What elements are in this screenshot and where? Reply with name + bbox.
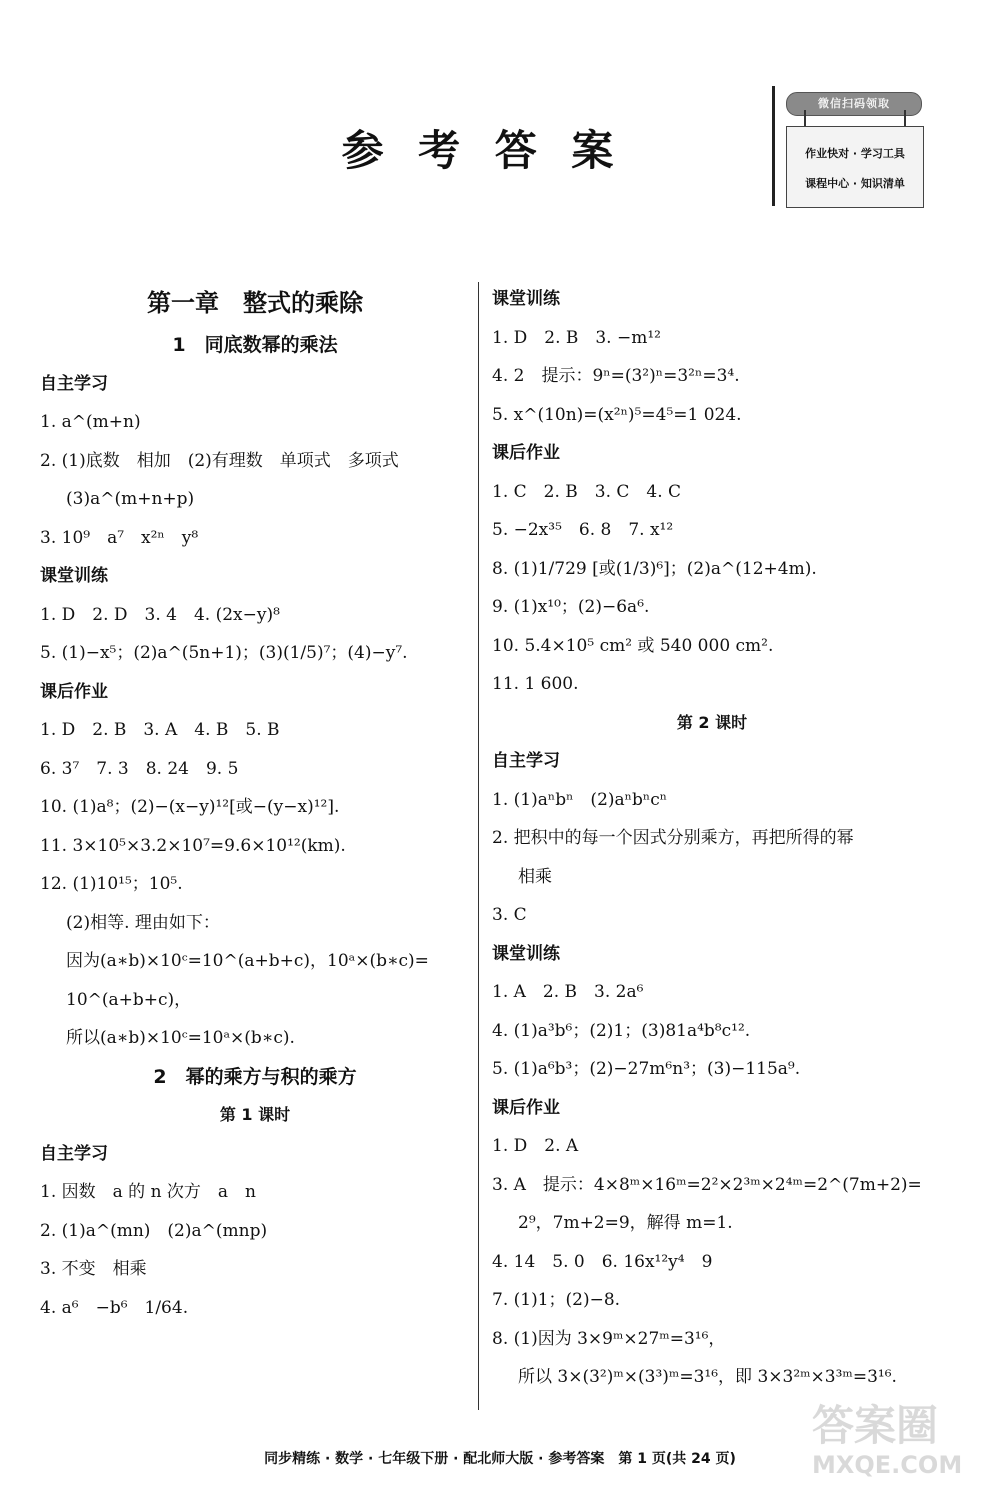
answer-line: 因为(a∗b)×10ᶜ=10^(a+b+c)，10ᵃ×(b∗c)= xyxy=(66,951,429,971)
page-title: 参 考 答 案 xyxy=(341,126,624,175)
answer-line: 所以 3×(3²)ᵐ×(3³)ᵐ=3¹⁶，即 3×3²ᵐ×3³ᵐ=3¹⁶. xyxy=(518,1367,897,1387)
answer-line: 11. 1 600. xyxy=(492,674,579,694)
answer-line: 12. (1)10¹⁵；10⁵. xyxy=(40,874,183,894)
section-heading: 课后作业 xyxy=(40,681,108,702)
answer-line: 11. 3×10⁵×3.2×10⁷=9.6×10¹²(km). xyxy=(40,835,346,856)
section-heading: 课堂训练 xyxy=(40,566,108,586)
watermark-logo: 答案圈 MXQE.COM xyxy=(812,1401,963,1479)
section-heading: 自主学习 xyxy=(40,1143,108,1164)
page-footer: 同步精练 · 数学 · 七年级下册 · 配北师大版 · 参考答案 第 1 页(共 24 页) xyxy=(264,1451,736,1467)
answer-line: 1. (1)aⁿbⁿ (2)aⁿbⁿcⁿ xyxy=(492,789,668,810)
section-heading: 课堂训练 xyxy=(492,943,560,964)
answer-line: 3. 不变 相乘 xyxy=(40,1259,147,1279)
lesson-title: 2 幂的乘方与积的乘方 xyxy=(153,1065,357,1088)
answer-line: 2. (1)a^(mn) (2)a^(mnp) xyxy=(40,1220,268,1241)
right-column xyxy=(492,280,932,1397)
answer-line: 2. (1)底数 相加 (2)有理数 单项式 多项式 xyxy=(40,450,399,471)
answer-line: 2⁹，7m+2=9，解得 m=1. xyxy=(518,1213,733,1233)
answer-line: 5. (1)−x⁵；(2)a^(5n+1)；(3)(1/5)⁷；(4)−y⁷. xyxy=(40,643,408,663)
answer-line: 1. D 2. D 3. 4 4. (2x−y)⁸ xyxy=(40,604,280,625)
answer-line: 10^(a+b+c)， xyxy=(66,989,192,1010)
section-heading: 自主学习 xyxy=(492,751,560,771)
qr-card-divider xyxy=(772,86,775,206)
period-title: 第 1 课时 xyxy=(219,1105,291,1124)
answer-line: 9. (1)x¹⁰；(2)−6a⁶. xyxy=(492,597,650,617)
answer-line: 1. D 2. B 3. A 4. B 5. B xyxy=(40,720,280,740)
answer-line: 10. (1)a⁸；(2)−(x−y)¹²[或−(y−x)¹²]. xyxy=(40,797,340,817)
answer-line: 1. D 2. A xyxy=(492,1136,579,1156)
lesson-title: 1 同底数幂的乘法 xyxy=(172,334,338,356)
answer-line: 4. a⁶ −b⁶ 1/64. xyxy=(40,1297,189,1318)
answer-line: 4. 2 提示：9ⁿ=(3²)ⁿ=3²ⁿ=3⁴. xyxy=(492,366,740,386)
answer-line: 8. (1)1/729 [或(1/3)⁶]；(2)a^(12+4m). xyxy=(492,558,817,579)
left-column xyxy=(40,280,470,1327)
qr-card-body xyxy=(786,126,924,208)
answer-line: (3)a^(m+n+p) xyxy=(66,489,195,509)
answer-line: 6. 3⁷ 7. 3 8. 24 9. 5 xyxy=(40,758,239,779)
answer-line: 1. 因数 a 的 n 次方 a n xyxy=(40,1182,257,1202)
answer-line: 2. 把积中的每一个因式分别乘方，再把所得的幂 xyxy=(492,828,854,848)
section-heading: 课堂训练 xyxy=(492,289,560,309)
section-heading: 自主学习 xyxy=(40,373,108,394)
answer-line: 8. (1)因为 3×9ᵐ×27ᵐ=3¹⁶， xyxy=(492,1328,726,1349)
section-heading: 课后作业 xyxy=(492,1097,560,1118)
chapter-title: 第一章 整式的乘除 xyxy=(147,289,363,317)
qr-card-line: 作业快对 · 学习工具 xyxy=(805,147,905,160)
answer-line: 7. (1)1；(2)−8. xyxy=(492,1290,621,1310)
answer-line: 3. A 提示：4×8ᵐ×16ᵐ=2²×2³ᵐ×2⁴ᵐ=2^(7m+2)= xyxy=(492,1174,922,1195)
answer-line: 1. a^(m+n) xyxy=(40,412,141,432)
answer-line: (2)相等. 理由如下： xyxy=(66,912,220,933)
answer-line: 3. 10⁹ a⁷ x²ⁿ y⁸ xyxy=(40,527,199,548)
section-heading: 课后作业 xyxy=(492,443,560,463)
qr-card-header: 微信扫码领取 xyxy=(786,92,922,116)
answer-line: 5. −2x³⁵ 6. 8 7. x¹² xyxy=(492,520,674,540)
answer-line: 相乘 xyxy=(518,866,552,887)
answer-line: 1. C 2. B 3. C 4. C xyxy=(492,481,682,502)
qr-card[interactable] xyxy=(772,86,928,210)
answer-line: 4. 14 5. 0 6. 16x¹²y⁴ 9 xyxy=(492,1251,713,1272)
answer-line: 5. (1)a⁶b³；(2)−27m⁶n³；(3)−115a⁹. xyxy=(492,1059,801,1079)
qr-card-line: 课程中心 · 知识清单 xyxy=(805,177,905,190)
answer-line: 10. 5.4×10⁵ cm² 或 540 000 cm². xyxy=(492,635,774,656)
answer-line: 1. A 2. B 3. 2a⁶ xyxy=(492,982,644,1002)
answer-line: 4. (1)a³b⁶；(2)1；(3)81a⁴b⁸c¹². xyxy=(492,1020,751,1041)
answer-line: 5. x^(10n)=(x²ⁿ)⁵=4⁵=1 024. xyxy=(492,404,742,425)
period-title: 第 2 课时 xyxy=(676,712,748,732)
answer-line: 3. C xyxy=(492,905,527,925)
answer-line: 所以(a∗b)×10ᶜ=10ᵃ×(b∗c). xyxy=(66,1028,295,1048)
column-divider xyxy=(478,282,479,1410)
answer-line: 1. D 2. B 3. −m¹² xyxy=(492,327,661,348)
